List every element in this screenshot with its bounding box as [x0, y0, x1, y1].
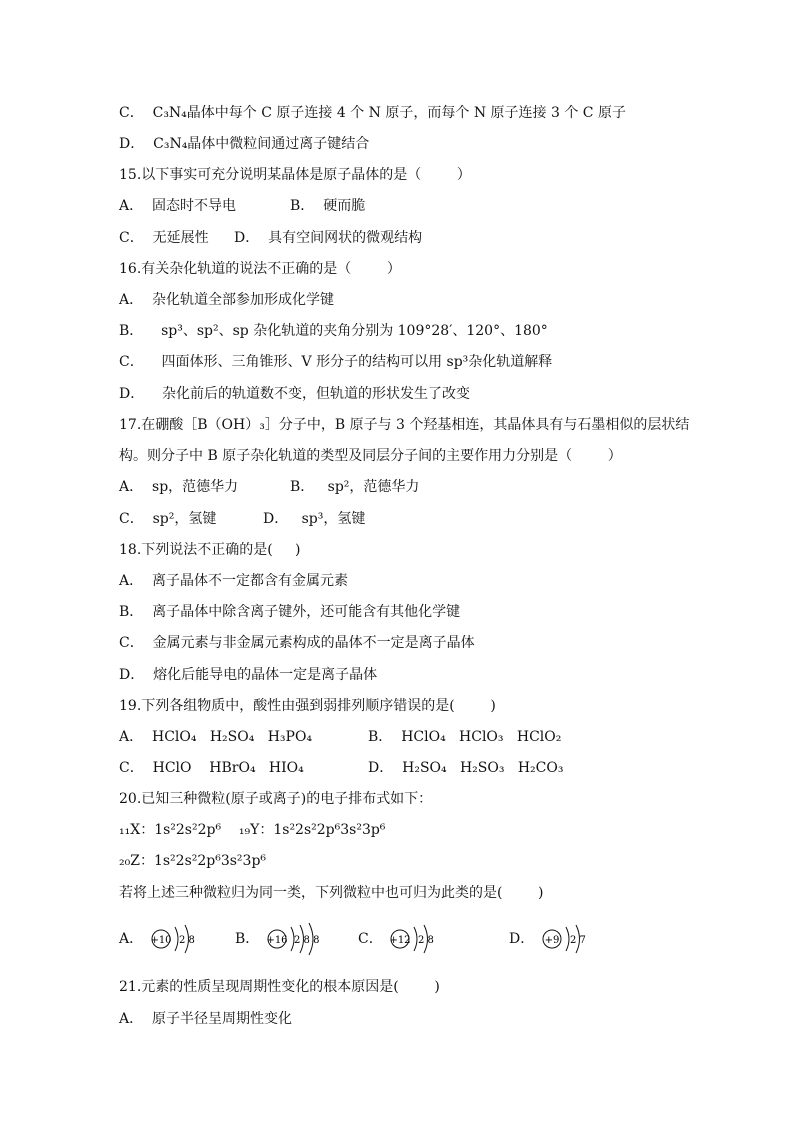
q20-option-a [119, 922, 212, 956]
atom-structure-icon [539, 922, 603, 956]
q19-option-b: B． HClO₄ HClO₃ HClO₂ [368, 729, 562, 745]
q17-option-a: A． sp，范德华力 [119, 479, 239, 495]
q20-question: 若将上述三种微粒归为同一类，下列微粒中也可归为此类的是( ) [119, 885, 544, 901]
svg-text:2 7: 2 7 [569, 935, 586, 946]
svg-text:2 8: 2 8 [418, 935, 435, 946]
q17-option-d: D． sp³，氢键 [263, 511, 366, 527]
q17-option-b: B． sp²，范德华力 [290, 479, 420, 495]
q21-option-a: A． 原子半径呈周期性变化 [119, 1011, 293, 1027]
atom-structure-icon [264, 922, 334, 956]
q16-option-a: A． 杂化轨道全部参加形成化学键 [119, 292, 335, 308]
q16-option-b: B． sp³、sp²、sp 杂化轨道的夹角分别为 109°28′、120°、180° [119, 323, 548, 339]
svg-text:2 8: 2 8 [178, 935, 195, 946]
q18-option-b: B． 离子晶体中除含离子键外，还可能含有其他化学键 [119, 604, 461, 620]
atom-structure-icon [148, 922, 212, 956]
atom-structure-icon [387, 922, 451, 956]
q18-option-d: D． 熔化后能导电的晶体一定是离子晶体 [119, 667, 378, 683]
q15-option-c: C． 无延展性 [119, 230, 209, 246]
svg-text:+12: +12 [389, 935, 411, 946]
q20-config-x-y: ₁₁X：1s²2s²2p⁶ ₁₉Y：1s²2s²2p⁶3s²3p⁶ [119, 822, 386, 838]
option-label: A． [119, 931, 144, 947]
q19-option-d: D． H₂SO₄ H₂SO₃ H₂CO₃ [368, 760, 564, 776]
svg-text:2 8 8: 2 8 8 [293, 935, 320, 946]
q19-option-c: C． HClO HBrO₄ HIO₄ [119, 760, 304, 776]
q18-option-c: C． 金属元素与非金属元素构成的晶体不一定是离子晶体 [119, 635, 475, 651]
question-20: 20.已知三种微粒(原子或离子)的电子排布式如下： [119, 791, 433, 807]
svg-text:+16: +16 [266, 935, 288, 946]
line-c3n4-c: C． C₃N₄晶体中每个 C 原子连接 4 个 N 原子，而每个 N 原子连接 3 个 C 原子 [119, 105, 626, 121]
option-label: B． [235, 931, 260, 947]
q15-option-a: A． 固态时不导电 [119, 198, 237, 214]
svg-text:+10: +10 [150, 935, 172, 946]
option-label: C． [358, 931, 383, 947]
q19-option-a: A． HClO₄ H₂SO₄ H₃PO₄ [119, 729, 313, 745]
q16-option-d: D． 杂化前后的轨道数不变，但轨道的形状发生了改变 [119, 386, 471, 402]
line-c3n4-d: D． C₃N₄晶体中微粒间通过离子键结合 [119, 136, 370, 152]
q15-option-d: D． 具有空间网状的微观结构 [234, 230, 423, 246]
q16-option-c: C． 四面体形、三角锥形、V 形分子的结构可以用 sp³杂化轨道解释 [119, 354, 553, 370]
question-19: 19.下列各组物质中，酸性由强到弱排列顺序错误的是( ) [119, 698, 496, 714]
q17-option-c: C． sp²，氢键 [119, 511, 217, 527]
question-15: 15.以下事实可充分说明某晶体是原子晶体的是（ ） [119, 167, 471, 183]
question-17-line1: 17.在硼酸［B（OH）₃］分子中，B 原子与 3 个羟基相连，其晶体具有与石墨相似的层状结 [119, 417, 690, 433]
question-21: 21.元素的性质呈现周期性变化的根本原因是( ) [119, 979, 440, 995]
q20-config-z: ₂₀Z：1s²2s²2p⁶3s²3p⁶ [119, 853, 267, 869]
svg-text:+9: +9 [544, 935, 560, 946]
question-16: 16.有关杂化轨道的说法不正确的是（ ） [119, 261, 401, 277]
q18-option-a: A． 离子晶体不一定都含有金属元素 [119, 573, 349, 589]
q20-option-c [358, 922, 451, 956]
question-17-line2: 构。则分子中 B 原子杂化轨道的类型及同层分子间的主要作用力分别是（ ） [119, 448, 622, 464]
q15-option-b: B． 硬而脆 [290, 198, 366, 214]
option-label: D． [509, 931, 535, 947]
q20-option-d [509, 922, 603, 956]
q20-option-b [235, 922, 334, 956]
question-18: 18.下列说法不正确的是( ) [119, 542, 301, 558]
